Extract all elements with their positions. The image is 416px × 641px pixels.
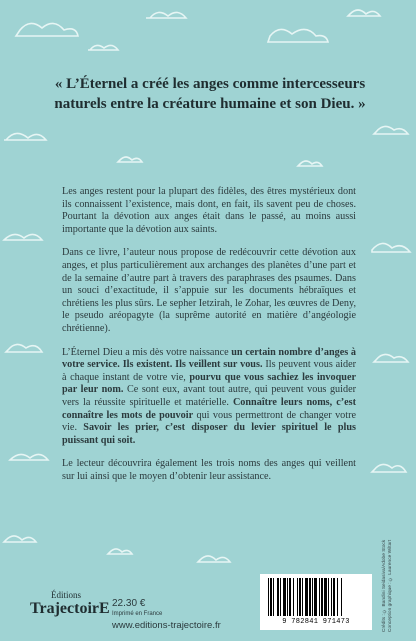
barcode-bar <box>293 578 294 616</box>
publisher-logo <box>30 590 110 618</box>
publisher-website-link[interactable]: www.editions-trajectoire.fr <box>112 620 221 631</box>
cover-quote: « L’Éternel a créé les anges comme intercesseurs naturels entre la créature humaine et son Dieu. » <box>54 76 366 112</box>
paragraph-intro: Les anges restent pour la plupart des fidèles, des êtres mystérieux dont ils connaissent l’existence, mais dont, en fait, ils savent peu de choses. Pourtant la dévotion aux anges était dans le passé, au moins aussi importante que la dévotion aux saints. <box>62 186 356 235</box>
barcode-bar <box>289 578 291 616</box>
barcode-bars <box>266 578 366 618</box>
printed-in-label: Imprimé en France <box>112 611 163 617</box>
barcode-bar <box>297 578 298 616</box>
logo-line-trajectoire: TrajectoirE <box>30 600 110 617</box>
credits-line: Crédits : © Bandini Seidasiva/Adobe Stock <box>382 539 387 632</box>
text-span: Ce sont eux, avant tout autre, qui peuvent vous guider vers la réussite spirituelle et matérielle. <box>62 384 356 408</box>
barcode-bar <box>273 578 274 616</box>
barcode-bar <box>299 578 301 616</box>
barcode-bar <box>309 578 311 616</box>
barcode-bar <box>305 578 308 616</box>
bold-span: pourvu que vous sachiez les invoquer par leur nom. <box>62 371 356 396</box>
barcode-bar <box>270 578 272 616</box>
image-credits <box>382 528 394 632</box>
back-cover-text <box>62 186 356 494</box>
bold-span: un certain nombre d’anges à votre service. Ils existent. Ils veillent sur vous. <box>62 346 356 371</box>
paragraph-angels-service <box>62 347 356 448</box>
barcode-bar <box>337 578 338 616</box>
barcode-bar <box>302 578 303 616</box>
barcode-bar <box>328 578 329 616</box>
text-span: qui vous permettront de changer votre vie. <box>62 409 357 434</box>
barcode-bar <box>341 578 342 616</box>
barcode-bar <box>280 578 281 616</box>
price-label: 22.30 € <box>112 598 146 609</box>
credits-line: Conception graphique : © Laurence Wiltart <box>388 539 393 632</box>
bold-span: Connaître leurs noms, c’est connaître les mots de pouvoir <box>62 396 357 421</box>
barcode-bar <box>283 578 286 616</box>
text-span: L’Éternel Dieu a mis dès votre naissance <box>62 346 232 358</box>
barcode-bar <box>314 578 317 616</box>
barcode-bar <box>324 578 327 616</box>
bold-span: Savoir les prier, c’est disposer du levier spirituel le plus puissant qui soit. <box>62 422 356 446</box>
barcode-bar <box>268 578 269 616</box>
barcode-digits: 9 782841 971473 <box>282 618 350 626</box>
logo-line-editions: Éditions <box>50 590 81 600</box>
text-span: Ils peuvent vous aider à chaque instant de votre vie, <box>62 359 357 383</box>
barcode-bar <box>319 578 320 616</box>
barcode-bar <box>287 578 288 616</box>
barcode-bar <box>277 578 279 616</box>
paragraph-book-description: Dans ce livre, l’auteur nous propose de redécouvrir cette dévotion aux anges, et plus particulièrement aux archanges des planètes d’une part et de la semaine d’autre part à travers des paraphrases des psaumes. Dans un souci d’exactitude, il s’appuie sur les documents hébraïques et chrétiens les plus sûrs. Le sepher Ietzirah, le Zohar, les œuvres de Deny, le pseudo aréopagyte (la suprême autorité en matière d’angéologie chrétienne). <box>62 247 356 334</box>
paragraph-conclusion: Le lecteur découvrira également les trois noms des anges qui veillent sur lui ainsi que le moyen d’obtenir leur assistance. <box>62 458 356 482</box>
isbn-barcode <box>260 574 372 630</box>
barcode-bar <box>333 578 335 616</box>
barcode-bar <box>312 578 313 616</box>
barcode-bar <box>331 578 332 616</box>
barcode-bar <box>321 578 323 616</box>
